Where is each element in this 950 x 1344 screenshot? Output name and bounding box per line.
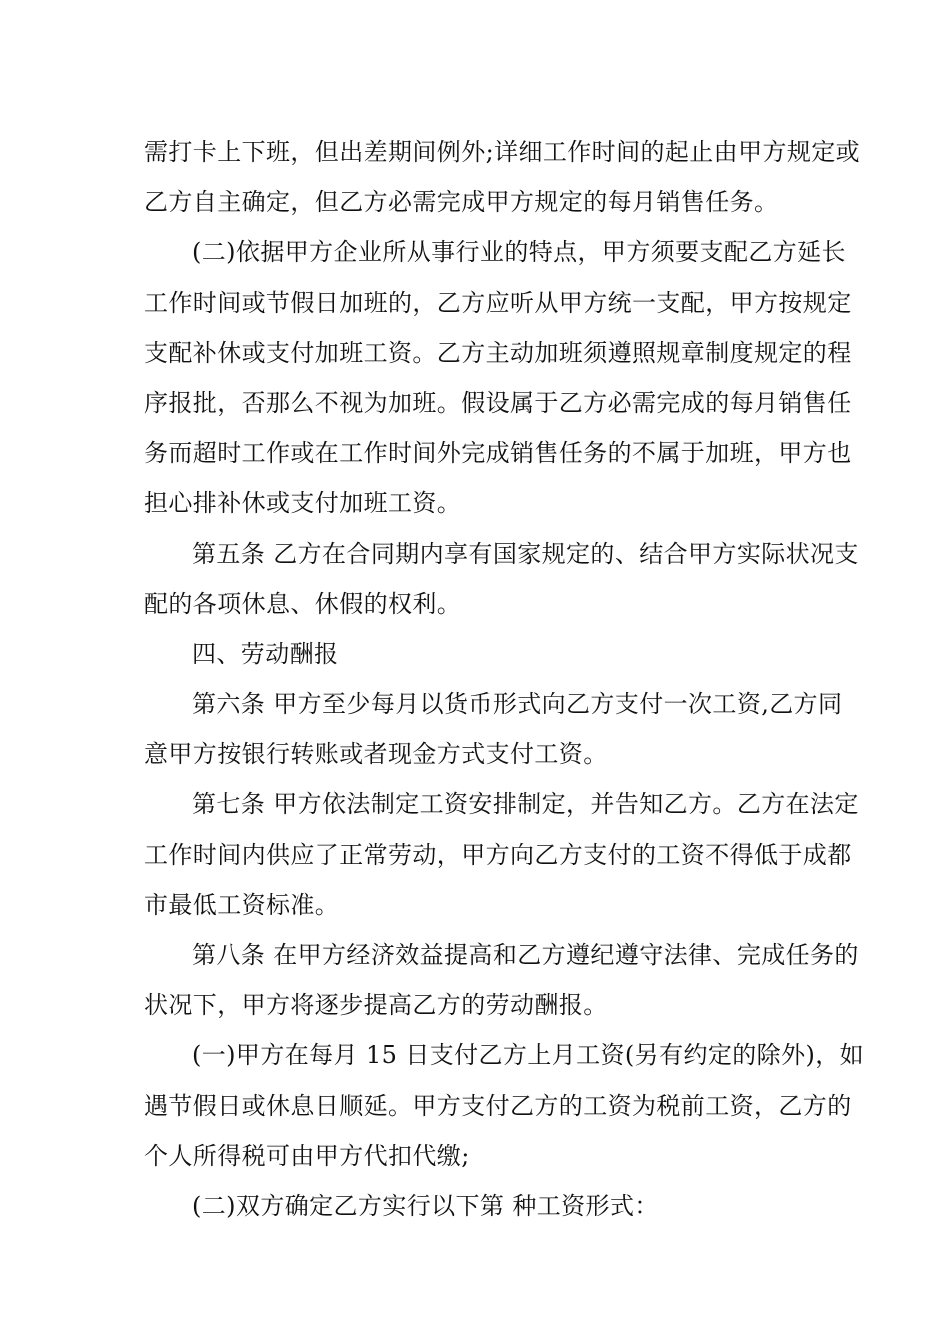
text-line: 支配补休或支付加班工资。乙方主动加班须遵照规章制度规定的程 bbox=[144, 338, 852, 367]
text-line: 意甲方按银行转账或者现金方式支付工资。 bbox=[144, 740, 608, 769]
text-line: 配的各项休息、休假的权利。 bbox=[144, 589, 462, 618]
paragraph-start: (二)依据甲方企业所从事行业的特点，甲方须要支配乙方延长 bbox=[192, 238, 846, 267]
text-line: 市最低工资标准。 bbox=[144, 890, 340, 919]
text-line: 序报批，否那么不视为加班。假设属于乙方必需完成的每月销售任 bbox=[144, 388, 852, 417]
text-line: 乙方自主确定，但乙方必需完成甲方规定的每月销售任务。 bbox=[144, 188, 779, 217]
section-heading: 四、劳动酬报 bbox=[192, 639, 339, 668]
text-line: 担心排补休或支付加班工资。 bbox=[144, 489, 462, 518]
text-line: 状况下，甲方将逐步提高乙方的劳动酬报。 bbox=[144, 991, 608, 1020]
article-6-start: 第六条 甲方至少每月以货币形式向乙方支付一次工资,乙方同 bbox=[192, 690, 843, 719]
text-line: 务而超时工作或在工作时间外完成销售任务的不属于加班，甲方也 bbox=[144, 439, 852, 468]
document-body bbox=[144, 127, 865, 1231]
article-5-start: 第五条 乙方在合同期内享有国家规定的、结合甲方实际状况支 bbox=[192, 539, 859, 568]
text-line: 工作时间内供应了正常劳动，甲方向乙方支付的工资不得低于成都 bbox=[144, 840, 852, 869]
text-line: 遇节假日或休息日顺延。甲方支付乙方的工资为税前工资，乙方的 bbox=[144, 1091, 852, 1120]
article-8-start: 第八条 在甲方经济效益提高和乙方遵纪遵守法律、完成任务的 bbox=[192, 941, 859, 969]
text-line: 工作时间或节假日加班的，乙方应听从甲方统一支配，甲方按规定 bbox=[144, 288, 852, 317]
text-line: 需打卡上下班，但出差期间例外;详细工作时间的起止由甲方规定或 bbox=[144, 138, 861, 166]
article-7-start: 第七条 甲方依法制定工资安排制定，并告知乙方。乙方在法定 bbox=[192, 790, 859, 819]
clause-2-start: (二)双方确定乙方实行以下第 种工资形式： bbox=[192, 1191, 659, 1220]
clause-1-start: (一)甲方在每月 15 日支付乙方上月工资(另有约定的除外)，如 bbox=[192, 1041, 865, 1070]
text-line: 个人所得税可由甲方代扣代缴; bbox=[144, 1141, 470, 1170]
